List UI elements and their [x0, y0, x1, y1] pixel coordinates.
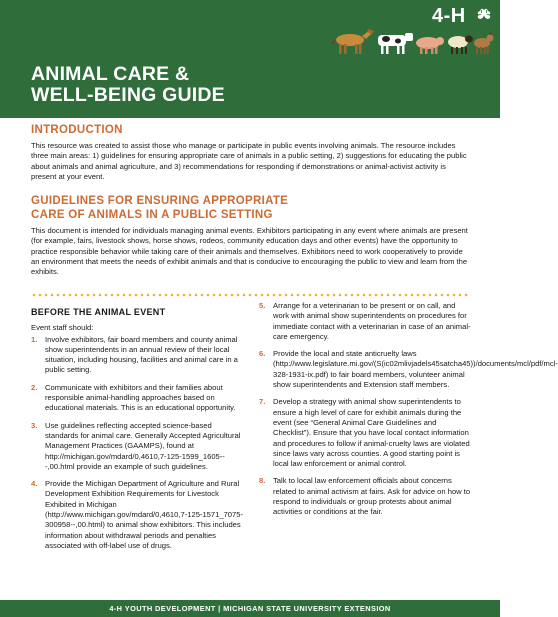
list-item: 1. Involve exhibitors, fair board members and county animal show superintendents in an annual review of their local situation, including housing, facilities and animal care in a public setting. — [31, 334, 238, 375]
list-item: 8. Talk to local law enforcement officials about concerns related to animal activism at fairs. Ask for advice on how to respond to individuals or group protests about animal activities or conditions at the fair. — [259, 476, 471, 517]
page-title: ANIMAL CARE & WELL-BEING GUIDE — [31, 63, 225, 106]
goat-icon — [474, 30, 494, 54]
list-item: 2. Communicate with exhibitors and their families about responsible animal-handling approaches based on educational materials. This is an educational opportunity. — [31, 382, 236, 413]
before-event-right-column — [259, 301, 558, 525]
list-item: 3. Use guidelines reflecting accepted science-based standards for animal care. Generally Accepted Agricultural Management Practices (GAAMPS), found at http://michigan.gov/mdard/0,4610,7-125-1599_1605---,00.html provide an example of such guidelines. — [31, 420, 241, 471]
logo-text: 4-H — [432, 5, 466, 27]
guidelines-text: This document is intended for individuals managing animal events. Exhibitors participating in any event where animals are present (for example, fairs, livestock shows, horse shows, rodeos, community education days and other events) have the opportunity to practice responsible behavior while taking care of their animals and themselves. Exhibitors need to work cooperatively to provide an environment that meets the needs of exhibit animals and that is conducive to encouraging the public to view and learn from the exhibits. — [31, 226, 468, 277]
sheep-icon — [448, 36, 473, 55]
intro-text: This resource was created to assist those who manage or participate in public events involving animals. The resource includes three main areas: 1) guidelines for ensuring appropriate care of animals in a public setting, 2) suggestions for educating the public about animals and animal agriculture, and 3) recommendations for responding if demonstrations or animal-activist activity is present at your event. — [31, 141, 467, 181]
intro-section — [31, 123, 471, 278]
clover-icon — [476, 7, 492, 23]
before-event-heading: BEFORE THE ANIMAL EVENT — [31, 307, 166, 317]
before-event-lead: Event staff should: — [31, 323, 94, 333]
intro-heading: INTRODUCTION — [31, 124, 123, 136]
list-item: 7. Develop a strategy with animal show superintendents to ensure a high level of care for exhibit animals during the event (see “General Animal Care Guidelines and Checklist”). Ensure that you have local contact information and procedures to follow if animal-cruelty laws are violated since laws vary across counties. A good starting point is local law enforcement or animal control. — [259, 397, 470, 469]
footer-text: 4-H YOUTH DEVELOPMENT | MICHIGAN STATE UNIVERSITY EXTENSION — [109, 604, 391, 613]
before-event-left-column — [31, 301, 246, 558]
4h-logo — [432, 4, 490, 28]
pig-icon — [416, 37, 444, 54]
steps-list-right — [259, 301, 558, 518]
header-banner — [0, 0, 500, 118]
list-item: 4. Provide the Michigan Department of Agriculture and Rural Development Exhibition Requirements for Livestock Exhibited in Michigan (http://www.michigan.gov/mdard/0,4610,7-125-1571_7075-300958--,00.html) to animal show exhibitors. This includes information about withdrawal periods and penalties associated with off-label use of drugs. — [31, 479, 243, 550]
cow-icon — [378, 33, 413, 54]
horse-icon — [331, 29, 374, 54]
steps-list-left — [31, 335, 246, 552]
list-item: 5. Arrange for a veterinarian to be present or on call, and work with animal show superintendents on procedures for immediate contact with a veterinarian in case of an animal-care emergency. — [259, 301, 471, 341]
list-item: 6. Provide the local and state anticruelty laws (http://www.legislature.mi.gov/(S(ic02mlivjadels45satcha45))/documents/mcl/pdf/mcl-328-1931-ix.pdf) to fair board members, volunteer animal show superintendents and Extension staff members. — [259, 349, 558, 390]
guidelines-heading: GUIDELINES FOR ENSURING APPROPRIATE CARE OF ANIMALS IN A PUBLIC SETTING — [31, 195, 289, 222]
footer-bar — [0, 600, 500, 617]
animals-illustration — [330, 26, 495, 56]
dotted-divider — [31, 293, 471, 297]
